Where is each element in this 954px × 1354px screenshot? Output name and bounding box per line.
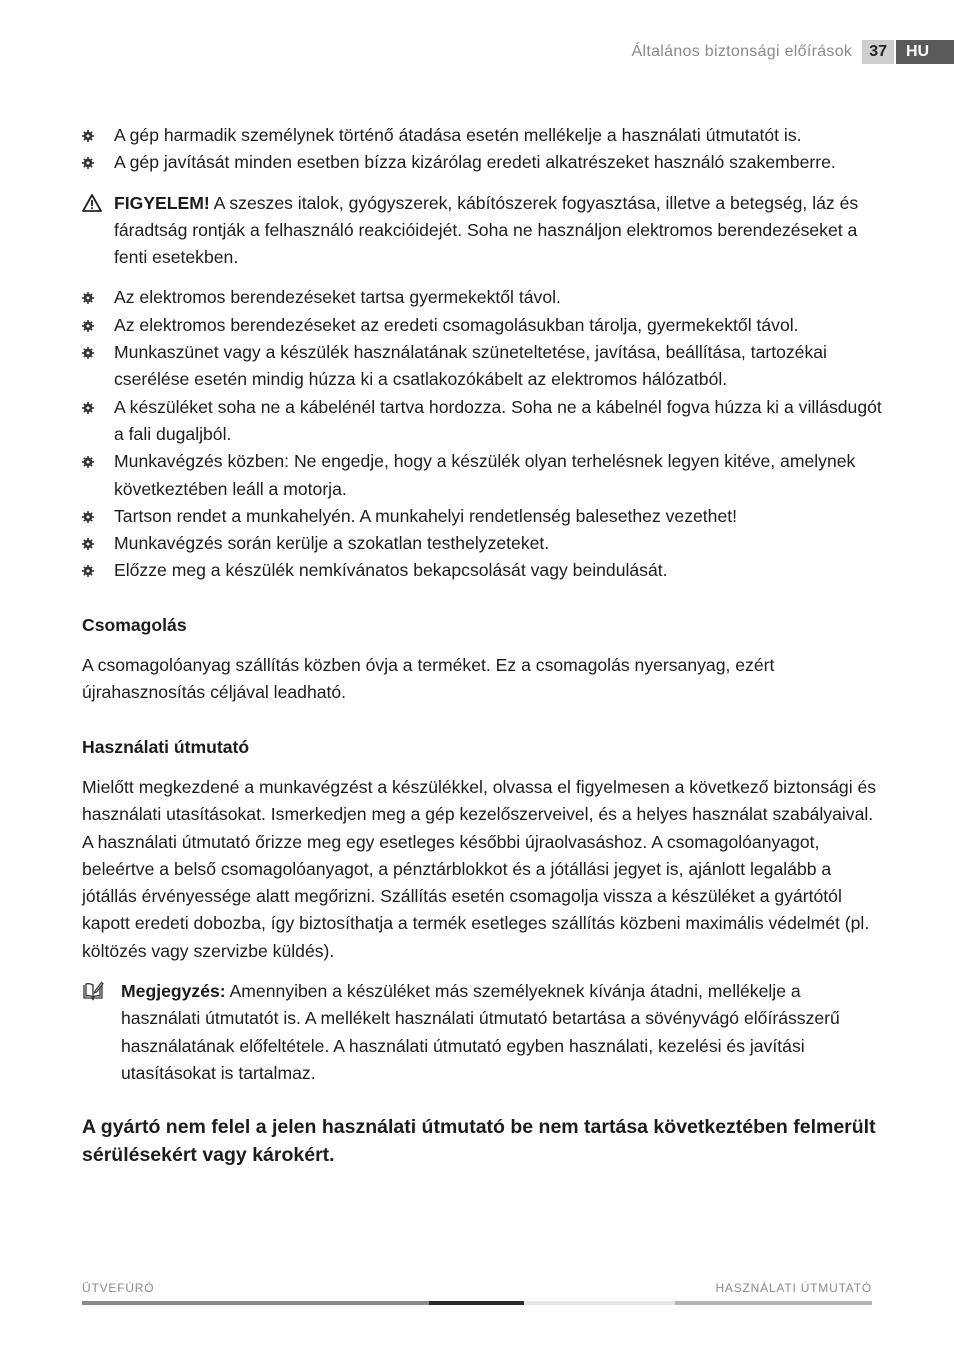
list-item-text: A gép javítását minden esetben bízza kizárólag eredeti alkatrészeket használó szakemberre. (114, 152, 836, 173)
list-item-text: Tartson rendet a munkahelyén. A munkahelyi rendetlenség balesethez vezethet! (114, 505, 738, 526)
bullet-list-2 (82, 284, 882, 584)
manual-text: Mielőtt megkezdené a munkavégzést a készülékkel, olvassa el figyelmesen a következő biztonsági és használati utasításokat. Ismerkedjen meg a gép kezelőszerveivel, és a helyes használat szabályaival. A használati útmutató őrizze meg egy esetleges későbbi újraolvasáshoz. A csomagolóanyagot, beleértve a belső csomagolóanyagot, a pénztárblokkot és a jótállási jegyet is, ajánlott legalább a jótállás érvényessége alatt megőrizni. Szállítás esetén csomagolja vissza a készüléket a gyártótól kapott eredeti dobozba, így biztosíthatja a termék esetleges szállítás közbeni maximális védelmét (pl. költözés vagy szervizbe küldés). (82, 776, 877, 961)
bullet-gear-icon (82, 347, 94, 359)
bullet-gear-icon (82, 456, 94, 468)
bullet-gear-icon (82, 565, 94, 577)
footer-bar-segment (429, 1301, 524, 1305)
note-text: Amennyiben a készüléket más személyeknek kívánja átadni, mellékelje a használati útmutatót is. A mellékelt használati útmutató betartása a sövényvágó előírásszerű használatának előfeltétele. A használati útmutató egyben használati, kezelési és javítási utasításokat is tartalmaz. (121, 981, 840, 1083)
footer-bar-segment (675, 1301, 872, 1305)
list-item (82, 122, 882, 149)
section-heading-manual: Használati útmutató (82, 736, 250, 757)
footer-bar (82, 1301, 872, 1305)
main-content (82, 122, 882, 1169)
bullet-list-1 (82, 122, 882, 177)
bullet-gear-icon (82, 402, 94, 414)
page-header (632, 40, 954, 64)
list-item (82, 339, 882, 394)
list-item (82, 394, 882, 449)
warning-block (82, 190, 882, 272)
page-number: 37 (862, 40, 894, 64)
warning-text: A szeszes italok, gyógyszerek, kábítószerek fogyasztása, illetve a betegség, láz és fáradtság rontják a felhasználó reakcióidejét. Soha ne használjon elektromos berendezéseket a fenti esetekben. (114, 192, 859, 268)
open-book-icon (82, 981, 104, 1001)
bullet-gear-icon (82, 157, 94, 169)
list-item (82, 557, 882, 584)
bullet-gear-icon (82, 292, 94, 304)
list-item-text: Munkaszünet vagy a készülék használatának szüneteltetése, javítása, beállítása, tartozékai cserélése esetén mindig húzza ki a csatlakozókábelt az elektromos hálózatból. (114, 342, 827, 390)
warning-triangle-icon (82, 194, 102, 212)
list-item (82, 530, 882, 557)
footer-bar-segment (82, 1301, 429, 1305)
list-item (82, 312, 882, 339)
footer-bar-segment (524, 1301, 675, 1305)
disclaimer-text: A gyártó nem felel a jelen használati útmutató be nem tartása következtében felmerült sérülésekért vagy károkért. (82, 1116, 876, 1166)
footer-doc-type: HASZNÁLATI ÚTMUTATÓ (715, 1281, 872, 1295)
warning-label: FIGYELEM! (114, 192, 210, 213)
list-item (82, 149, 882, 176)
list-item-text: A gép harmadik személynek történő átadása esetén mellékelje a használati útmutatót is. (114, 125, 802, 145)
list-item (82, 448, 882, 503)
footer-product: ÜTVEFÚRÓ (82, 1281, 155, 1295)
list-item-text: A készüléket soha ne a kábelénél tartva hordozza. Soha ne a kábelnél fogva húzza ki a villásdugót a fali dugaljból. (114, 396, 882, 444)
list-item (82, 284, 882, 311)
language-tag: HU (896, 40, 954, 64)
list-item-text: Az elektromos berendezéseket tartsa gyermekektől távol. (114, 287, 561, 308)
note-block (82, 978, 882, 1087)
note-label: Megjegyzés: (121, 981, 226, 1002)
bullet-gear-icon (82, 320, 94, 332)
list-item-text: Az elektromos berendezéseket az eredeti csomagolásukban tárolja, gyermekektől távol. (114, 314, 799, 335)
bullet-gear-icon (82, 130, 94, 142)
list-item (82, 503, 882, 530)
list-item-text: Munkavégzés közben: Ne engedje, hogy a készülék olyan terhelésnek legyen kitéve, amelynek következtében leáll a motorja. (114, 451, 856, 499)
bullet-gear-icon (82, 511, 94, 523)
list-item-text: Előzze meg a készülék nemkívánatos bekapcsolását vagy beindulását. (114, 560, 668, 581)
bullet-gear-icon (82, 538, 94, 550)
packaging-text: A csomagolóanyag szállítás közben óvja a terméket. Ez a csomagolás nyersanyag, ezért újrahasznosítás céljával leadható. (82, 655, 775, 703)
list-item-text: Munkavégzés során kerülje a szokatlan testhelyzeteket. (114, 533, 550, 554)
section-title: Általános biztonsági előírások (631, 43, 853, 60)
section-heading-packaging: Csomagolás (82, 614, 187, 635)
